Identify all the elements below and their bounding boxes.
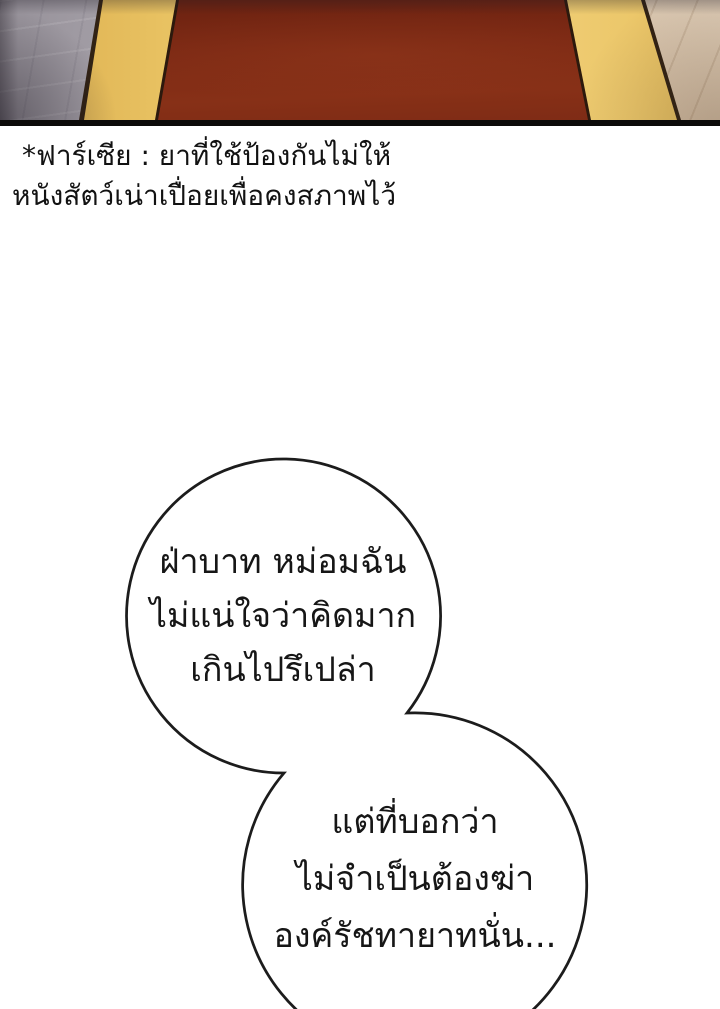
footnote-line-2: หนังสัตว์เน่าเปื่อยเพื่อคงสภาพไว้ <box>12 179 397 212</box>
bubble-2-line-1: แต่ที่บอกว่า <box>331 802 499 842</box>
bubble-2-line-2: ไม่จำเป็นต้องฆ่า <box>295 859 535 899</box>
bubble-1-line-3: เกินไปรึเปล่า <box>190 650 376 690</box>
footnote-line-1: *ฟาร์เซีย : ยาที่ใช้ป้องกันไม่ให้ <box>22 139 392 172</box>
bubble-1-line-1: ฝ่าบาท หม่อมฉัน <box>159 542 407 582</box>
bubble-1-line-2: ไม่แน่ใจว่าคิดมาก <box>149 596 417 636</box>
speech-bubble-2-text <box>245 794 585 965</box>
bubble-2-line-3: องค์รัชทายาทนั่น... <box>273 916 557 956</box>
speech-bubble-1-text <box>123 535 443 697</box>
